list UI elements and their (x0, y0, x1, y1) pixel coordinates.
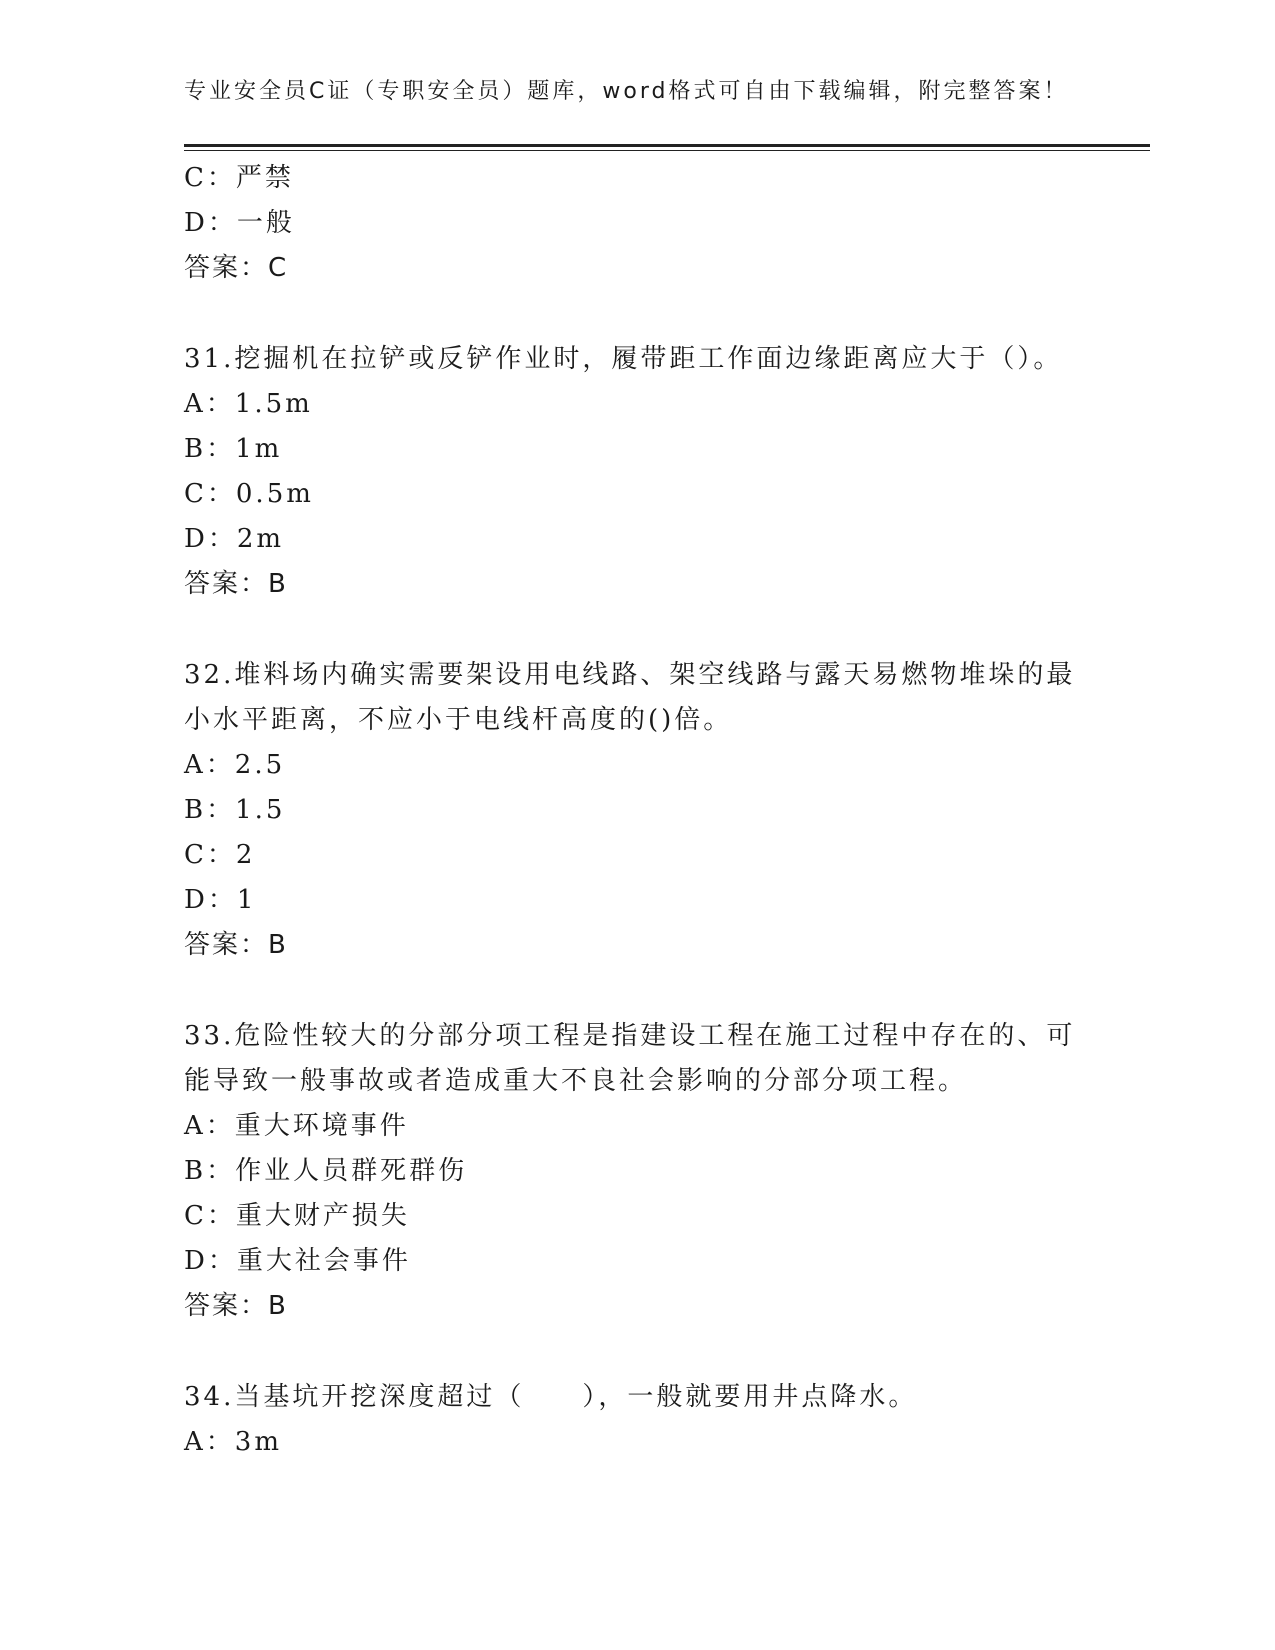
answer-text: 答案：B (184, 930, 288, 960)
option-text: C：严禁 (184, 163, 294, 193)
header-rule-thin (184, 150, 1150, 151)
header-rule-thick (184, 144, 1150, 147)
option-text: C：0.5m (184, 479, 314, 509)
option-text: D：一般 (184, 208, 295, 238)
option-text: B：1m (184, 434, 283, 464)
option-text: D：重大社会事件 (184, 1246, 411, 1276)
option-text: D：2m (184, 524, 285, 554)
question-list (184, 156, 1084, 1465)
question-stem: 33.危险性较大的分部分项工程是指建设工程在施工过程中存在的、可 (184, 1021, 1076, 1051)
question-stem: 小水平距离，不应小于电线杆高度的()倍。 (184, 705, 733, 735)
option-text: A：2.5 (184, 750, 286, 780)
option-text: D：1 (184, 885, 257, 915)
option-text: A：3m (184, 1427, 282, 1457)
answer-text: 答案：B (184, 569, 288, 599)
question-stem: 34.当基坑开挖深度超过（ ），一般就要用井点降水。 (184, 1382, 918, 1412)
page-header: 专业安全员C证（专职安全员）题库，word格式可自由下载编辑，附完整答案！ (184, 79, 1069, 104)
option-text: B：作业人员群死群伤 (184, 1156, 468, 1186)
option-text: C：重大财产损失 (184, 1201, 410, 1231)
question-stem: 31.挖掘机在拉铲或反铲作业时，履带距工作面边缘距离应大于（）。 (184, 344, 1063, 374)
question-stem: 能导致一般事故或者造成重大不良社会影响的分部分项工程。 (184, 1066, 968, 1096)
option-text: A：1.5m (184, 389, 313, 419)
question-stem: 32.堆料场内确实需要架设用电线路、架空线路与露天易燃物堆垛的最 (184, 660, 1076, 690)
option-text: A：重大环境事件 (184, 1111, 409, 1141)
option-text: C：2 (184, 840, 256, 870)
answer-text: 答案：B (184, 1291, 288, 1321)
answer-text: 答案：C (184, 253, 289, 283)
option-text: B：1.5 (184, 795, 286, 825)
